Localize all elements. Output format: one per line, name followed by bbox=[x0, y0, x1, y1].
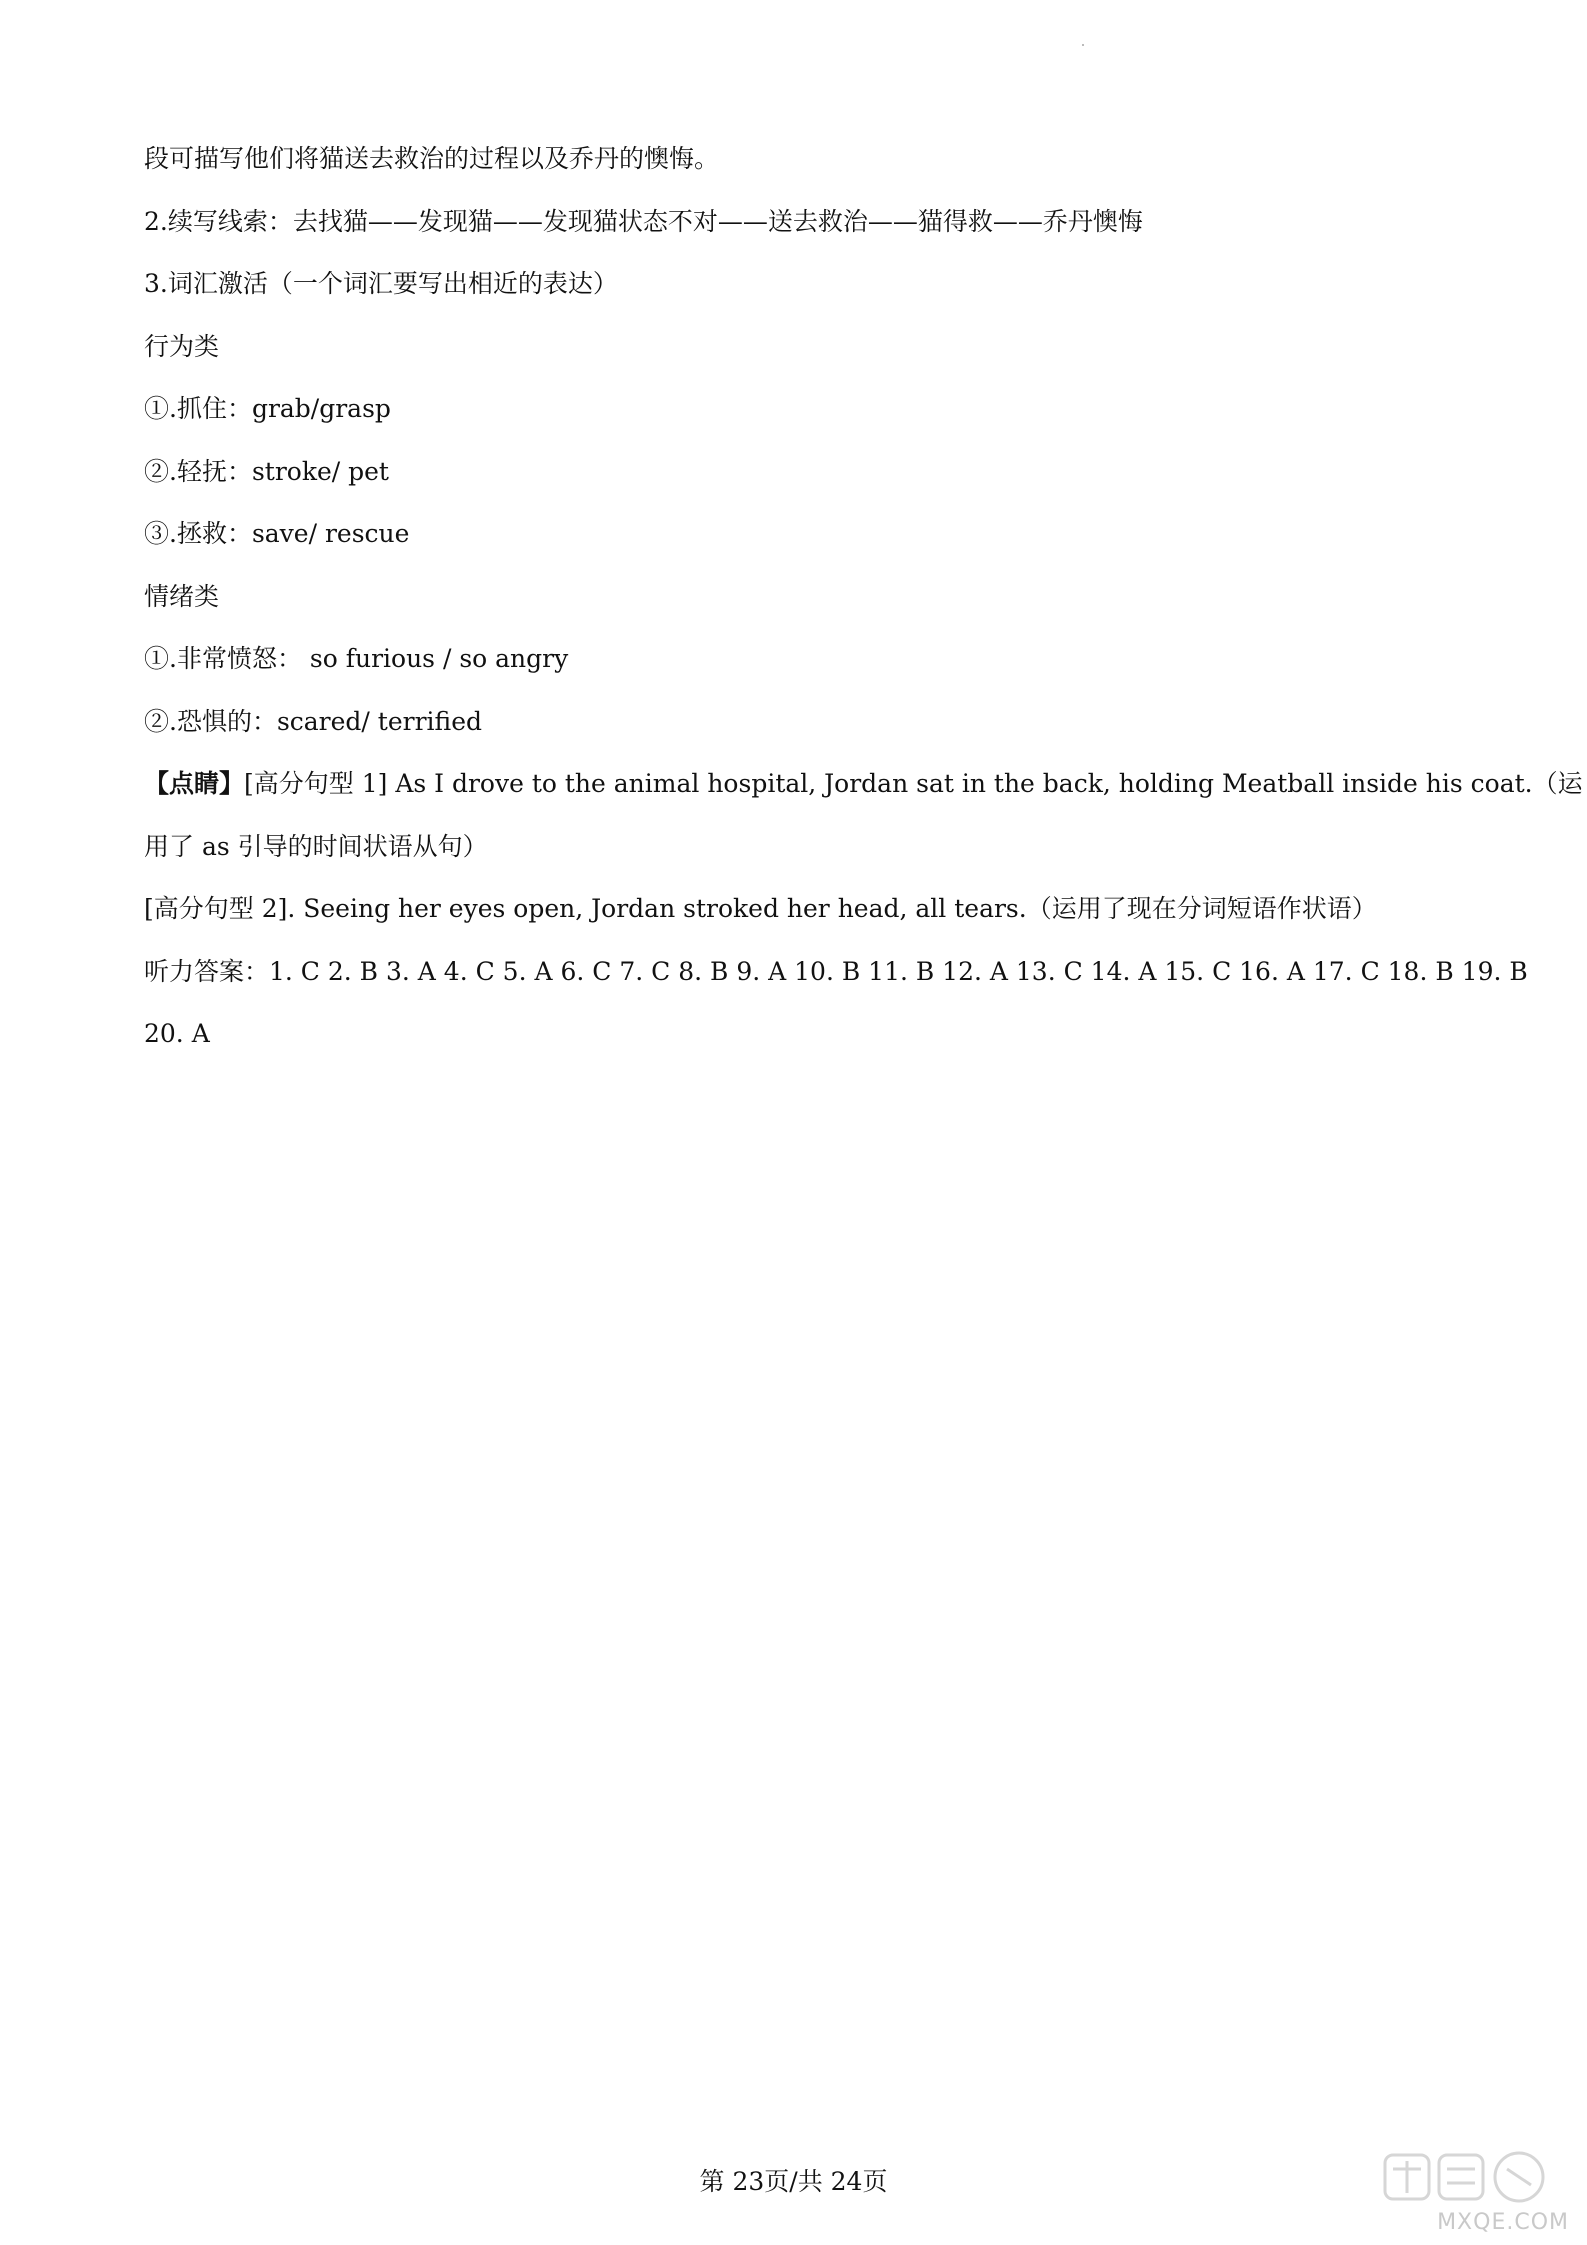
text-line-rescue: ③.拯救：save/ rescue bbox=[144, 519, 410, 548]
highlight-sentence-1-text: [高分句型 1] As I drove to the animal hospital, Jordan sat in the back, holding Meatball inside his coat.（运 bbox=[244, 769, 1583, 798]
text-line-writing-clues: 2.续写线索：去找猫——发现猫——发现猫状态不对——送去救治——猫得救——乔丹懊悔 bbox=[144, 206, 1143, 236]
text-line-vocabulary-heading: 3.词汇激活（一个词汇要写出相近的表达） bbox=[144, 269, 618, 298]
watermark-logo bbox=[1379, 2145, 1569, 2235]
text-line-furious: ①.非常愤怒： so furious / so angry bbox=[144, 644, 569, 673]
watermark-seal-icon bbox=[1379, 2145, 1569, 2215]
text-line-emotion-category: 情绪类 bbox=[144, 581, 220, 611]
listening-answers: 听力答案：1. C 2. B 3. A 4. C 5. A 6. C 7. C 8. B 9. A 10. B 11. B 12. A 13. C 14. A 15. C 16. A 17. C 18. B 19. B bbox=[144, 956, 1528, 986]
text-line-stroke: ②.轻抚：stroke/ pet bbox=[144, 456, 389, 486]
highlight-tag: 【点睛】 bbox=[144, 769, 245, 798]
listening-answers-continued: 20. A bbox=[144, 1019, 210, 1048]
scan-dot bbox=[1082, 44, 1084, 46]
highlight-sentence-1-note: 用了 as 引导的时间状语从句） bbox=[144, 831, 488, 861]
text-line-continuation: 段可描写他们将猫送去救治的过程以及乔丹的懊悔。 bbox=[144, 144, 720, 173]
page-number: 第 23页/共 24页 bbox=[699, 2167, 888, 2196]
highlight-sentence-2: [高分句型 2]. Seeing her eyes open, Jordan stroked her head, all tears.（运用了现在分词短语作状语） bbox=[144, 894, 1377, 923]
highlight-sentence-1 bbox=[144, 753, 1583, 816]
text-line-scared: ②.恐惧的：scared/ terrified bbox=[144, 706, 483, 736]
text-line-grab: ①.抓住：grab/grasp bbox=[144, 394, 391, 423]
text-line-behavior-category: 行为类 bbox=[144, 331, 220, 361]
watermark-brand: MXQE.COM bbox=[1437, 2210, 1569, 2235]
page-content bbox=[144, 128, 1583, 1066]
